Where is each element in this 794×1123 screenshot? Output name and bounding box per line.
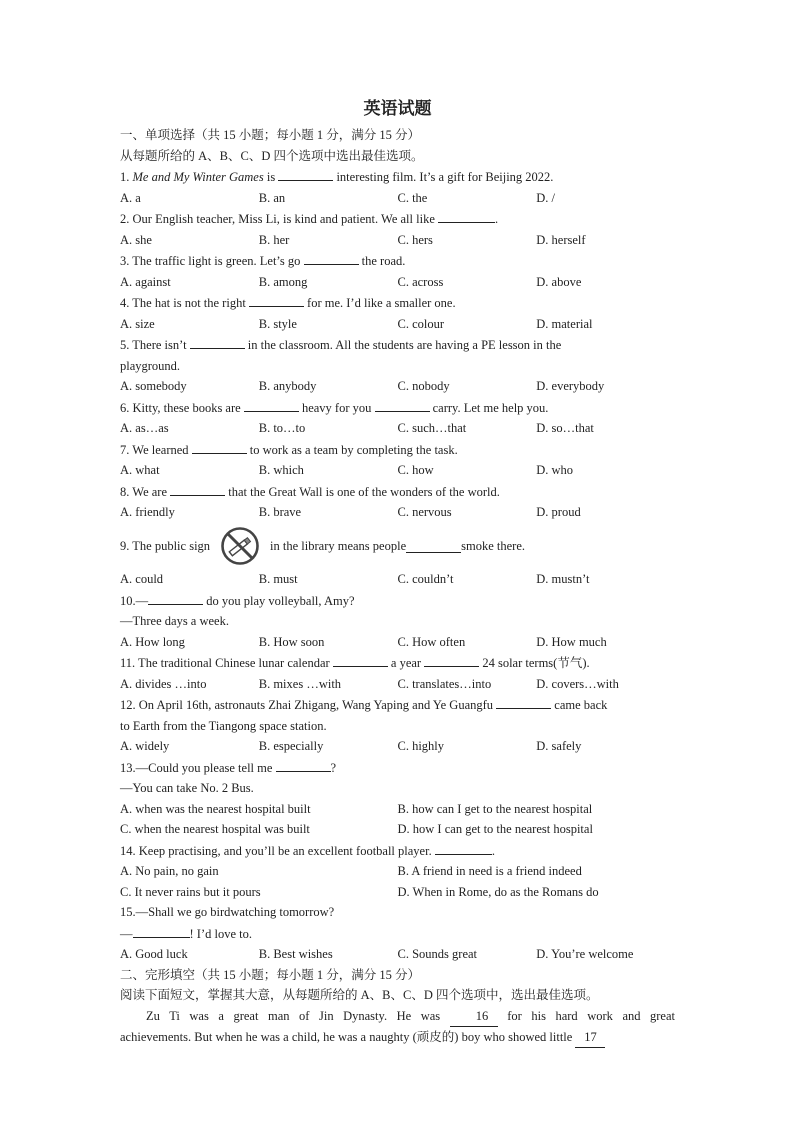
option-c[interactable]: C. how bbox=[397, 463, 434, 477]
question-8-options bbox=[120, 503, 675, 522]
option-c[interactable]: C. hers bbox=[397, 232, 433, 247]
section-heading: 二、完形填空（共 15 小题；每小题 1 分，满分 15 分） bbox=[120, 967, 421, 982]
option-d[interactable]: D. above bbox=[536, 274, 582, 289]
question-5: 5. There isn’t in the classroom. All the students are having a PE lesson in the bbox=[120, 335, 675, 355]
question-5-options bbox=[120, 377, 675, 396]
option-d[interactable]: D. You’re welcome bbox=[536, 947, 634, 961]
option-c[interactable]: C. colour bbox=[397, 316, 445, 331]
option-a[interactable]: A. divides …into bbox=[120, 676, 207, 691]
question-1: 1. Me and My Winter Games is interesting film. It’s a gift for Beijing 2022. bbox=[120, 167, 675, 187]
question-14-options-ab bbox=[120, 862, 675, 881]
answer-blank[interactable] bbox=[496, 695, 551, 709]
question-2: 2. Our English teacher, Miss Li, is kind and patient. We all like . bbox=[120, 209, 675, 229]
option-a[interactable]: A. against bbox=[120, 274, 171, 289]
no-smoking-icon bbox=[220, 526, 260, 566]
question-15-options bbox=[120, 945, 675, 964]
answer-blank[interactable] bbox=[333, 653, 388, 667]
answer-blank[interactable] bbox=[438, 209, 495, 223]
option-d[interactable]: D. How much bbox=[536, 634, 607, 649]
question-15-answer: — ! I’d love to. bbox=[120, 924, 675, 944]
option-a[interactable]: A. Good luck bbox=[120, 947, 188, 961]
option-c[interactable]: C. such…that bbox=[397, 421, 467, 435]
option-d[interactable]: D. material bbox=[536, 316, 593, 331]
option-a[interactable]: A. How long bbox=[120, 634, 185, 649]
question-10-options bbox=[120, 633, 675, 652]
option-c[interactable]: C. Sounds great bbox=[397, 947, 478, 961]
question-13-answer: —You can take No. 2 Bus. bbox=[120, 781, 254, 795]
page-title: 英语试题 bbox=[363, 99, 432, 118]
option-c[interactable]: C. highly bbox=[397, 739, 445, 753]
question-15: 15.—Shall we go birdwatching tomorrow? bbox=[120, 905, 335, 919]
option-d[interactable]: D. / bbox=[536, 190, 555, 205]
question-4-options bbox=[120, 315, 675, 334]
option-b[interactable]: B. style bbox=[258, 316, 297, 331]
question-13: 13.—Could you please tell me ? bbox=[120, 758, 675, 778]
question-10-answer: —Three days a week. bbox=[120, 614, 229, 628]
answer-blank[interactable] bbox=[190, 335, 245, 349]
option-c[interactable]: C. It never rains but it pours bbox=[120, 884, 261, 899]
option-c[interactable]: C. across bbox=[397, 274, 444, 289]
question-6: 6. Kitty, these books are heavy for you carry. Let me help you. bbox=[120, 398, 675, 418]
cloze-blank-17[interactable]: 17 bbox=[575, 1028, 605, 1048]
movie-title: Me and My Winter Games bbox=[132, 170, 264, 184]
answer-blank[interactable] bbox=[304, 251, 359, 265]
question-12-options bbox=[120, 737, 675, 756]
option-b[interactable]: B. Best wishes bbox=[258, 947, 333, 961]
option-d[interactable]: D. how I can get to the nearest hospital bbox=[397, 822, 593, 836]
option-d[interactable]: D. proud bbox=[536, 505, 581, 519]
option-b[interactable]: B. mixes …with bbox=[258, 676, 342, 691]
question-12-continued: to Earth from the Tiangong space station. bbox=[120, 718, 327, 733]
section-instruction: 阅读下面短文，掌握其大意，从每题所给的 A、B、C、D 四个选项中，选出最佳选项。 bbox=[120, 988, 599, 1002]
option-a[interactable]: A. when was the nearest hospital built bbox=[120, 801, 311, 816]
option-c[interactable]: C. nobody bbox=[397, 379, 450, 393]
option-a[interactable]: A. she bbox=[120, 232, 152, 247]
question-14-options-cd bbox=[120, 883, 675, 902]
question-12: 12. On April 16th, astronauts Zhai Zhigang, Wang Yaping and Ye Guangfu came back bbox=[120, 695, 675, 715]
option-d[interactable]: D. so…that bbox=[536, 421, 594, 435]
answer-blank[interactable] bbox=[424, 653, 479, 667]
question-7-options bbox=[120, 461, 675, 480]
option-b[interactable]: B. A friend in need is a friend indeed bbox=[397, 864, 582, 878]
option-b[interactable]: B. her bbox=[258, 232, 290, 247]
question-10: 10.— do you play volleyball, Amy? bbox=[120, 591, 675, 611]
answer-blank[interactable] bbox=[406, 539, 461, 553]
option-d[interactable]: D. mustn’t bbox=[536, 572, 590, 586]
question-14: 14. Keep practising, and you’ll be an excellent football player. . bbox=[120, 841, 675, 861]
option-b[interactable]: B. how can I get to the nearest hospital bbox=[397, 801, 593, 816]
question-3: 3. The traffic light is green. Let’s go the road. bbox=[120, 251, 675, 271]
option-c[interactable]: C. the bbox=[397, 190, 428, 205]
option-c[interactable]: C. couldn’t bbox=[397, 572, 454, 586]
passage-line-2: achievements. But when he was a child, he was a naughty (顽皮的) boy who showed little 17 bbox=[120, 1028, 675, 1048]
option-d[interactable]: D. herself bbox=[536, 232, 586, 247]
option-b[interactable]: B. How soon bbox=[258, 634, 325, 649]
option-b[interactable]: B. to…to bbox=[258, 421, 306, 435]
option-a[interactable]: A. a bbox=[120, 190, 141, 205]
question-9-options bbox=[120, 570, 675, 589]
section-heading: 一、单项选择（共 15 小题；每小题 1 分，满分 15 分） bbox=[120, 128, 421, 142]
option-c[interactable]: C. How often bbox=[397, 634, 466, 649]
answer-blank[interactable] bbox=[249, 293, 304, 307]
answer-blank[interactable] bbox=[244, 398, 299, 412]
question-7: 7. We learned to work as a team by completing the task. bbox=[120, 440, 675, 460]
answer-blank[interactable] bbox=[278, 167, 333, 181]
option-b[interactable]: B. an bbox=[258, 190, 286, 205]
option-b[interactable]: B. anybody bbox=[258, 379, 317, 393]
option-c[interactable]: C. translates…into bbox=[397, 676, 492, 691]
question-1-options bbox=[120, 189, 675, 208]
answer-blank[interactable] bbox=[276, 758, 331, 772]
question-9: 9. The public sign in the library means people smoke there. bbox=[120, 526, 675, 566]
answer-blank[interactable] bbox=[170, 482, 225, 496]
option-a[interactable]: A. what bbox=[120, 463, 160, 477]
question-11: 11. The traditional Chinese lunar calendar a year 24 solar terms(节气). bbox=[120, 653, 675, 673]
option-a[interactable]: A. somebody bbox=[120, 379, 187, 393]
option-c[interactable]: C. nervous bbox=[397, 505, 452, 519]
question-5-continued: playground. bbox=[120, 358, 181, 373]
answer-blank[interactable] bbox=[375, 398, 430, 412]
question-3-options bbox=[120, 273, 675, 292]
question-8: 8. We are that the Great Wall is one of the wonders of the world. bbox=[120, 482, 675, 502]
option-a[interactable]: A. friendly bbox=[120, 505, 175, 519]
option-d[interactable]: D. When in Rome, do as the Romans do bbox=[397, 884, 599, 899]
exam-page bbox=[120, 98, 675, 1050]
option-b[interactable]: B. brave bbox=[258, 505, 302, 519]
answer-blank[interactable] bbox=[133, 924, 190, 938]
option-b[interactable]: B. among bbox=[258, 274, 308, 289]
passage-line-1: Zu Ti was a great man of Jin Dynasty. He was 16 for his hard work and great bbox=[120, 1007, 675, 1027]
option-d[interactable]: D. everybody bbox=[536, 379, 605, 393]
option-d[interactable]: D. safely bbox=[536, 739, 582, 753]
option-b[interactable]: B. especially bbox=[258, 739, 324, 753]
option-a[interactable]: A. No pain, no gain bbox=[120, 864, 219, 878]
question-4: 4. The hat is not the right for me. I’d like a smaller one. bbox=[120, 293, 675, 313]
option-d[interactable]: D. who bbox=[536, 463, 574, 477]
cloze-blank-16[interactable]: 16 bbox=[450, 1007, 498, 1027]
option-a[interactable]: A. could bbox=[120, 572, 164, 586]
question-13-options-ab bbox=[120, 800, 675, 819]
option-b[interactable]: B. must bbox=[258, 572, 298, 586]
answer-blank[interactable] bbox=[192, 440, 247, 454]
question-11-options bbox=[120, 675, 675, 694]
question-13-options-cd bbox=[120, 820, 675, 839]
question-2-options bbox=[120, 231, 675, 250]
question-6-options bbox=[120, 419, 675, 438]
answer-blank[interactable] bbox=[435, 841, 492, 855]
answer-blank[interactable] bbox=[148, 591, 203, 605]
option-c[interactable]: C. when the nearest hospital was built bbox=[120, 822, 310, 836]
option-a[interactable]: A. as…as bbox=[120, 421, 169, 435]
option-d[interactable]: D. covers…with bbox=[536, 676, 619, 691]
option-a[interactable]: A. widely bbox=[120, 739, 170, 753]
option-a[interactable]: A. size bbox=[120, 316, 155, 331]
section-instruction: 从每题所给的 A、B、C、D 四个选项中选出最佳选项。 bbox=[120, 148, 424, 163]
option-b[interactable]: B. which bbox=[258, 463, 304, 477]
